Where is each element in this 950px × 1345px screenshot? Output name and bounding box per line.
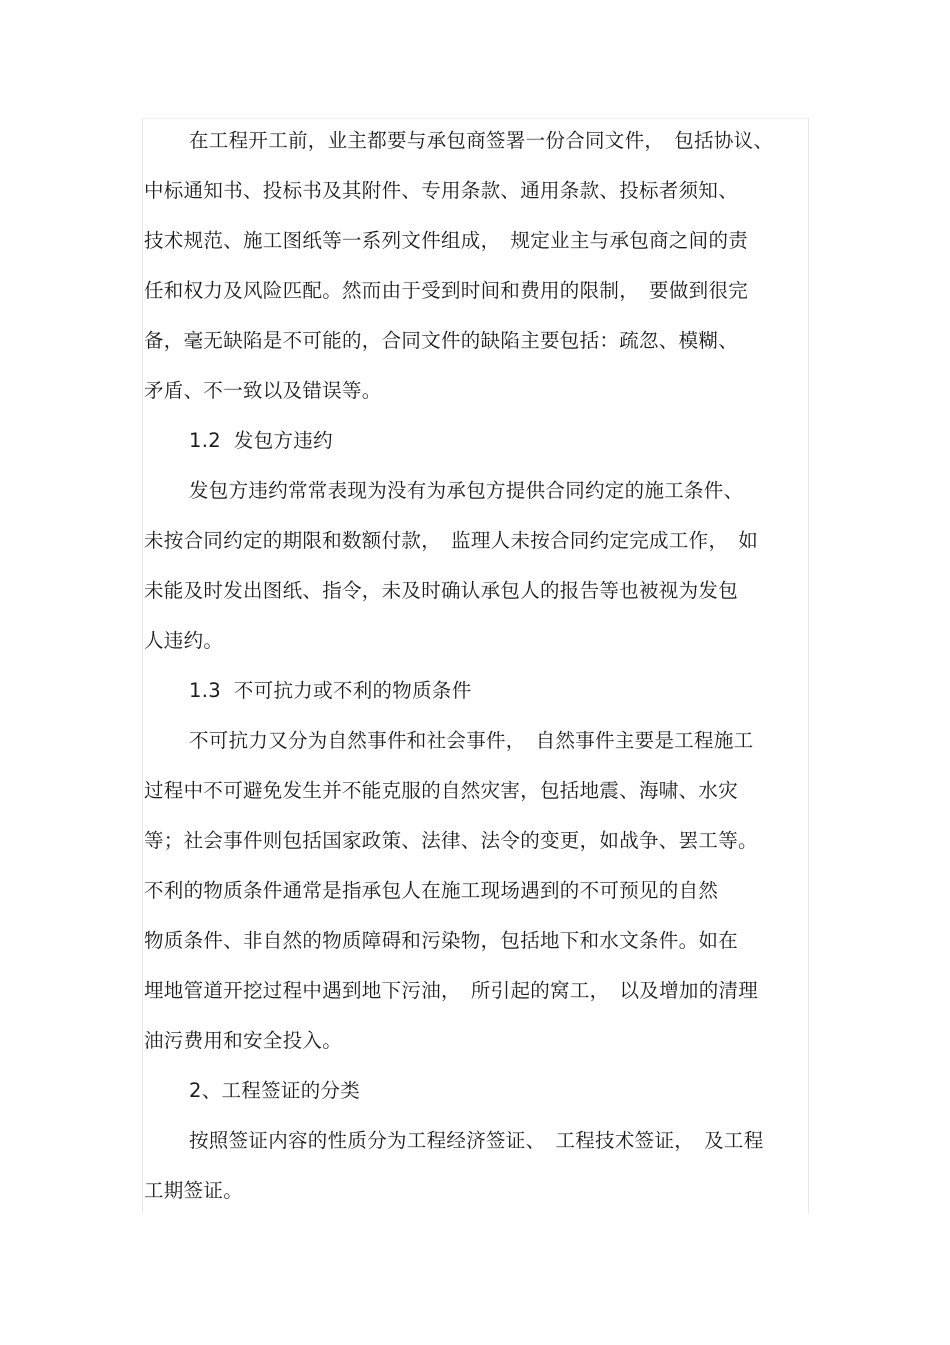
paragraph-visa-classification-line-1: 按照签证内容的性质分为工程经济签证、 工程技术签证， 及工程	[189, 1129, 764, 1152]
section-heading-2: 2、工程签证的分类	[189, 1079, 361, 1102]
paragraph-force-majeure-line-7: 油污费用和安全投入。	[144, 1029, 343, 1052]
paragraph-force-majeure-line-2: 过程中不可避免发生并不能克服的自然灾害，包括地震、海啸、水灾	[144, 779, 739, 802]
paragraph-force-majeure-line-1: 不可抗力又分为自然事件和社会事件， 自然事件主要是工程施工	[189, 729, 754, 752]
section-heading-1-2: 1.2 发包方违约	[189, 429, 333, 452]
paragraph-force-majeure-line-4: 不利的物质条件通常是指承包人在施工现场遇到的不可预见的自然	[144, 879, 719, 902]
paragraph-visa-classification-line-2: 工期签证。	[144, 1179, 244, 1202]
paragraph-contract-defects-line-1: 在工程开工前，业主都要与承包商签署一份合同文件， 包括协议、	[189, 129, 774, 152]
paragraph-employer-breach-line-4: 人违约。	[144, 629, 224, 652]
paragraph-force-majeure-line-3: 等；社会事件则包括国家政策、法律、法令的变更，如战争、罢工等。	[144, 829, 758, 852]
paragraph-contract-defects-line-6: 矛盾、不一致以及错误等。	[144, 379, 382, 402]
paragraph-contract-defects-line-4: 任和权力及风险匹配。然而由于受到时间和费用的限制， 要做到很完	[144, 279, 749, 302]
paragraph-employer-breach-line-2: 未按合同约定的期限和数额付款， 监理人未按合同约定完成工作， 如	[144, 529, 759, 552]
paragraph-contract-defects-line-2: 中标通知书、投标书及其附件、专用条款、通用条款、投标者须知、	[144, 179, 739, 202]
paragraph-employer-breach-line-1: 发包方违约常常表现为没有为承包方提供合同约定的施工条件、	[189, 479, 744, 502]
paragraph-employer-breach-line-3: 未能及时发出图纸、指令，未及时确认承包人的报告等也被视为发包	[144, 579, 739, 602]
section-heading-1-3: 1.3 不可抗力或不利的物质条件	[189, 679, 472, 702]
paragraph-force-majeure-line-6: 埋地管道开挖过程中遇到地下污油， 所引起的窝工， 以及增加的清理	[144, 979, 759, 1002]
paragraph-force-majeure-line-5: 物质条件、非自然的物质障碍和污染物，包括地下和水文条件。如在	[144, 929, 739, 952]
paragraph-contract-defects-line-3: 技术规范、施工图纸等一系列文件组成， 规定业主与承包商之间的责	[144, 229, 749, 252]
paragraph-contract-defects-line-5: 备，毫无缺陷是不可能的，合同文件的缺陷主要包括：疏忽、模糊、	[144, 329, 739, 352]
